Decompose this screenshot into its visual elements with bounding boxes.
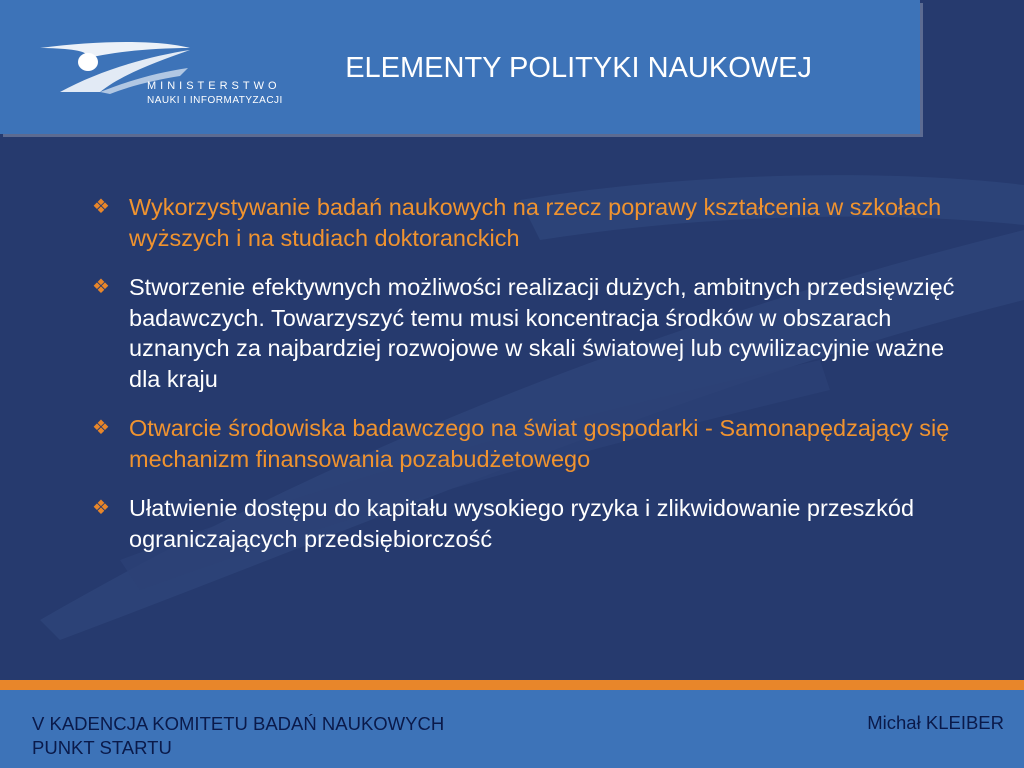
- diamond-bullet-icon: ❖: [92, 417, 110, 439]
- footer-line-1: V KADENCJA KOMITETU BADAŃ NAUKOWYCH: [32, 713, 445, 734]
- diamond-bullet-icon: ❖: [92, 196, 110, 218]
- list-item: [92, 493, 972, 554]
- footer-line-2: PUNKT STARTU: [32, 737, 172, 758]
- footer-divider: [0, 680, 1024, 690]
- footer-author: Michał KLEIBER: [867, 712, 1004, 733]
- footer-caption: [32, 712, 444, 760]
- bullet-text: Wykorzystywanie badań naukowych na rzecz poprawy kształcenia w szkołach wyższych i na studiach doktoranckich: [129, 194, 942, 251]
- diamond-bullet-icon: ❖: [92, 497, 110, 519]
- diamond-bullet-icon: ❖: [92, 276, 110, 298]
- list-item: [92, 192, 972, 253]
- logo-text-nauki: NAUKI I INFORMATYZACJI: [147, 95, 283, 106]
- list-item: [92, 413, 972, 474]
- bullet-text: Stworzenie efektywnych możliwości realizacji dużych, ambitnych przedsięwzięć badawczych. Towarzyszyć temu musi koncentracja środków w obszarach uznanych za najbardziej rozwojowe w skali światowej lub cywilizacyjnie ważne dla kraju: [129, 274, 955, 392]
- list-item: [92, 272, 972, 394]
- logo-text-ministerstwo: MINISTERSTWO: [147, 80, 281, 92]
- bullet-text: Otwarcie środowiska badawczego na świat gospodarki - Samonapędzający się mechanizm finansowania pozabudżetowego: [129, 415, 950, 472]
- header-bar: [0, 0, 920, 134]
- footer-bar: [0, 690, 1024, 768]
- slide-title: ELEMENTY POLITYKI NAUKOWEJ: [345, 52, 812, 84]
- bullet-list: [92, 192, 972, 573]
- bullet-text: Ułatwienie dostępu do kapitału wysokiego ryzyka i zlikwidowanie przeszkód ograniczających przedsiębiorczość: [129, 495, 915, 552]
